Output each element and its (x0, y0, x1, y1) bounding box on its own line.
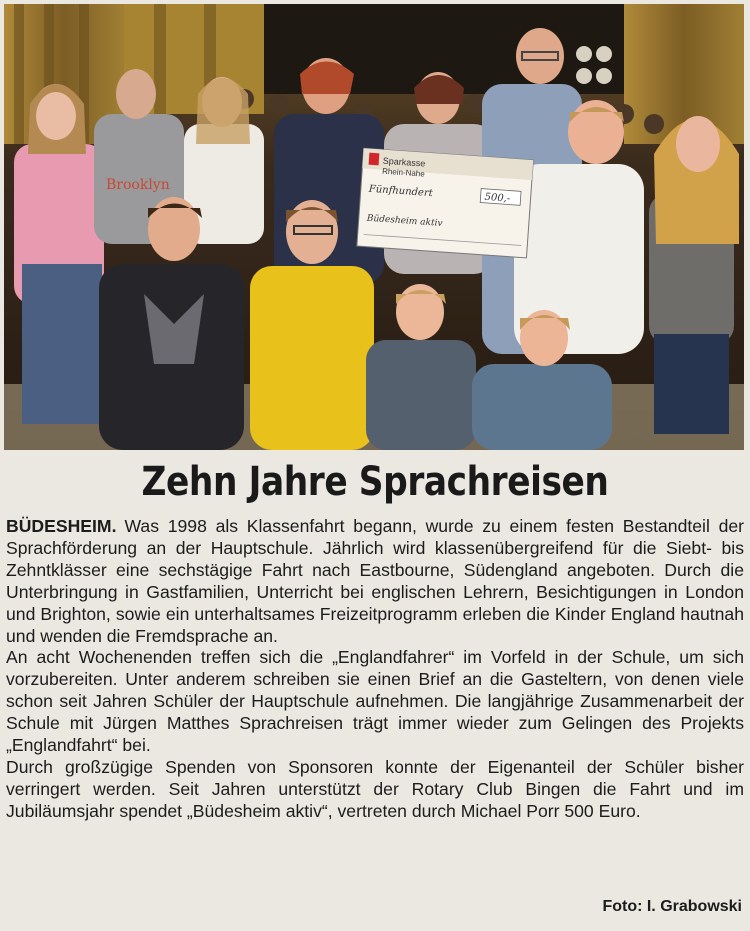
article-dateline: BÜDESHEIM. (6, 516, 117, 536)
group-photo (4, 4, 744, 450)
photo-credit: Foto: I. Grabowski (602, 898, 742, 915)
check-amount-words: Fünfhundert (368, 183, 434, 200)
article-headline: Zehn Jahre Sprachreisen (141, 459, 609, 505)
article-paragraph-1-text: Was 1998 als Klassenfahrt begann, wurde zu einem festen Bestandteil der Sprachförderung an der Hauptschule. Jährlich wird klassenübergreifend für die Siebt- bis Zehntklässer eine sechstägige Fahrt nach Eastbourne, Südengland angeboten. Durch die Unterbringung in Gastfamilien, Unterricht bei englischen Lehrern, Besichtigungen in London und Brighton, sowie ein unterhaltsames Freizeitprogramm erleben die Kinder England hautnah und wenden die Fremdsprache an. (6, 516, 744, 646)
check-amount: 500,- (484, 191, 511, 205)
shirt-print: Brooklyn (106, 177, 170, 193)
photo-illustration (4, 4, 744, 450)
article-paragraph-2: An acht Wochenenden treffen sich die „Englandfahrer“ im Vorfeld in der Schule, um sich vorzubereiten. Unter anderem schreiben sie einen Brief an die Gasteltern, von denen viele schon seit Jahren Schüler der Hauptschule aufnehmen. Die langjährige Zusammenarbeit der Schule mit Jürgen Matthes Sprachreisen trägt immer wieder zum Gelingen des Projekts „Englandfahrt“ bei. (6, 647, 744, 756)
article-paragraph-1 (6, 516, 744, 647)
article-paragraph-3: Durch großzügige Spenden von Sponsoren konnte der Eigenanteil der Schüler bisher verringert werden. Seit Jahren unterstützt der Rotary Club Bingen die Fahrt und im Jubiläumsjahr spendet „Büdesheim aktiv“, vertreten durch Michael Porr 500 Euro. (6, 756, 744, 821)
check-bank-region: Rhein-Nahe (381, 166, 426, 179)
check-bank: Sparkasse (382, 155, 426, 169)
donation-check (357, 148, 533, 258)
sparkasse-logo-icon (369, 153, 380, 166)
article-body (6, 516, 744, 823)
check-payee: Büdesheim aktiv (366, 213, 443, 229)
person-girl-blonde (649, 116, 739, 434)
